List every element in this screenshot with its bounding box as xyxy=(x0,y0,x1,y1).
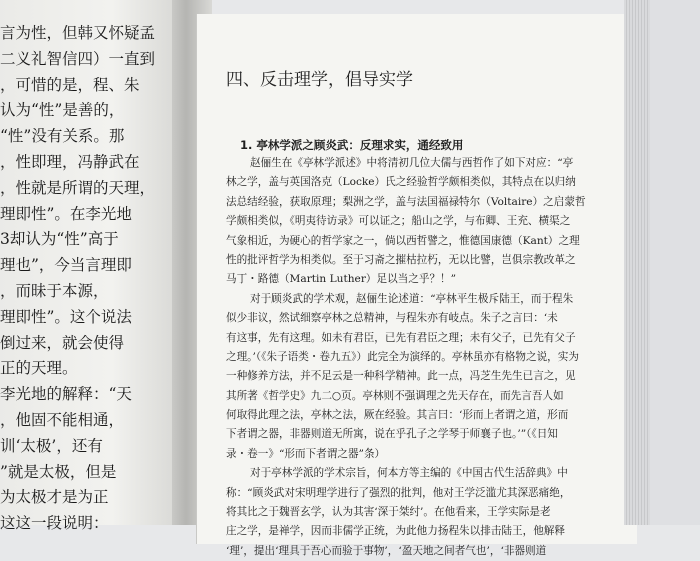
left-line: 言为性，但韩又怀疑孟 xyxy=(0,24,156,42)
paragraph-1 xyxy=(226,154,626,290)
text-line: 性的批评哲学为相类似。至于习斋之摧枯拉朽，无以比譬，岂俱宗教改革之 xyxy=(226,253,576,266)
background xyxy=(650,0,700,525)
left-line: ，性即理，冯静武在 xyxy=(0,152,140,171)
paragraph-3 xyxy=(226,464,626,561)
text-line: 林之学，盖与英国洛克（Locke）氏之经验哲学颇相类似，其特点在以归纳 xyxy=(226,176,576,189)
text-line: 似少非议，然试细察亭林之总精神，与程朱亦有岐点。朱子之言曰：‘未 xyxy=(226,312,558,325)
text-line: 之理。’（《朱子语类・卷九五》）此完全为演绎的。亭林虽亦有格物之说，实为 xyxy=(226,350,579,363)
page-edges xyxy=(624,0,650,525)
chapter-title: 四、反击理学，倡导实学 xyxy=(226,70,413,90)
left-line: 李光地的解释：“天 xyxy=(0,385,132,404)
left-line: 理即性”。在李光地 xyxy=(0,204,132,223)
text-line: 对于亭林学派的学术宗旨，何本方等主编的《中国古代生活辞典》中 xyxy=(250,467,568,480)
text-line: 有这事，先有这理。如未有君臣，已先有君臣之理；未有父子，已先有父子 xyxy=(226,331,576,344)
text-line: 马丁・路德（Martin Luther）足以当之乎？！” xyxy=(226,273,457,286)
left-line: 理即性”。这个说法 xyxy=(0,307,132,326)
left-line: ，可惜的是，程、朱 xyxy=(0,75,140,94)
text-line: 下者谓之器，非器则道无所寓，说在乎孔子之学琴于师襄子也。’”（《日知 xyxy=(226,428,558,441)
text-line: 其所著《哲学史》九二○页。亭林则不强调理之先天存在，而先言吾人如 xyxy=(226,389,564,402)
section-title: 1. 亭林学派之顾炎武：反理求实，通经致用 xyxy=(240,138,464,152)
paragraph-2 xyxy=(226,290,626,465)
left-line: 二义礼智信四）一直到 xyxy=(0,49,156,68)
left-line: ，而昧于本源， xyxy=(0,281,109,300)
text-line: 对于顾炎武的学术观，赵俪生论述道：“亭林平生极斥陆王，而于程朱 xyxy=(250,292,574,305)
left-line: 训‘太极’，还有 xyxy=(0,436,103,455)
right-page-text xyxy=(226,68,626,561)
text-line: ‘理’，提出‘理具于吾心而验于事物’，‘盈天地之间者气也’，‘非器则道 xyxy=(226,544,547,557)
left-line: 为太极才是为正 xyxy=(0,488,109,507)
left-line: 这这一段说明： xyxy=(0,514,109,533)
left-line: “性”没有关系。那 xyxy=(0,127,125,146)
text-line: 录・卷一》“形而下者谓之器”条） xyxy=(226,447,386,460)
text-line: 气象相近，为硬心的哲学家之一，倘以西哲譬之，惟德国康德（Kant）之理 xyxy=(226,234,580,247)
text-line: 庄之学，是禅学，因而非儒学正统，为此他力扬程朱以排击陆王，他解释 xyxy=(226,525,565,538)
left-line: ，性就是所谓的天理， xyxy=(0,178,156,197)
text-line: 法总结经验，获取原理；梨洲之学，盖与法国福禄特尔（Voltaire）之启蒙哲 xyxy=(226,195,586,208)
left-line: 正的天理。 xyxy=(0,359,78,378)
text-line: 何取得此理之法，亭林之法，厥在经验。其言曰：‘形而上者谓之道，形而 xyxy=(226,409,569,422)
text-line: 一种修养方法，并不足云是一种科学精神。此一点，冯芝生先生已言之，见 xyxy=(226,370,576,383)
text-line: 将其比之于魏晋玄学，认为其害‘深于桀纣’。在他看来，王学实际是老 xyxy=(226,506,551,519)
left-line: ”就是太极，但是 xyxy=(0,462,117,481)
left-line: ，他固不能相通， xyxy=(0,410,125,429)
left-line: 倒过来，就会使得 xyxy=(0,333,125,352)
left-line: 理也”，今当言理即 xyxy=(0,256,132,275)
left-line: 3却认为“性”高于 xyxy=(0,230,119,249)
text-line: 称：“顾炎武对宋明理学进行了强烈的批判，他对王学泛滥尤其深恶痛绝， xyxy=(226,486,571,499)
left-line: 认为“性”是善的， xyxy=(0,101,125,120)
text-line: 赵俪生在《亭林学派述》中将清初几位大儒与西哲作了如下对应：“亭 xyxy=(250,157,574,169)
text-line: 学颇相类似，《明夷待访录》可以证之；船山之学，与布卿、王充、横渠之 xyxy=(226,215,571,228)
left-page-text xyxy=(0,20,178,536)
